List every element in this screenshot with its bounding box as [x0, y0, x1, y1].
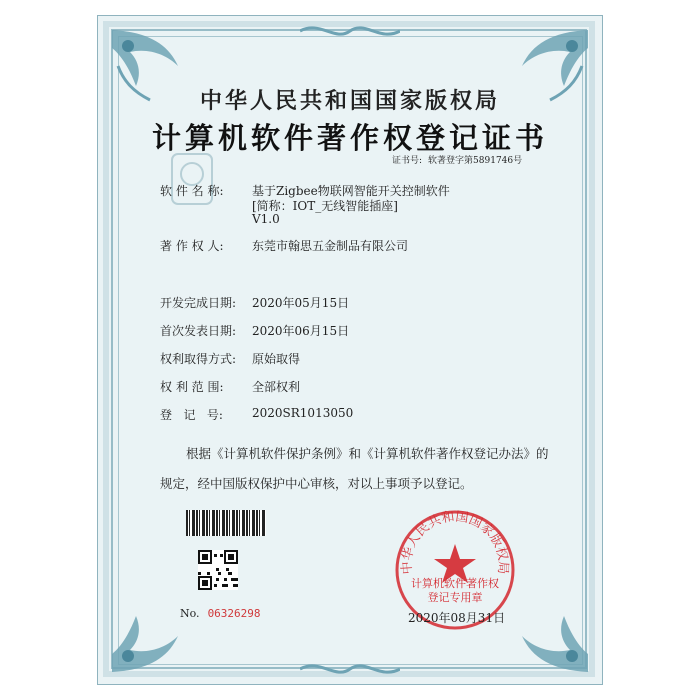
- field-value-reg-no: 2020SR1013050: [252, 406, 354, 420]
- watermark-emblem-icon: [168, 150, 216, 208]
- certificate-title: 计算机软件著作权登记证书: [151, 121, 548, 155]
- bottom-center-ornament: [300, 658, 400, 680]
- cert-no-label: 证书号:: [392, 156, 423, 166]
- qr-code-icon: [198, 550, 238, 590]
- top-center-ornament: [300, 20, 400, 42]
- field-value-short-name: [简称：IOT_无线智能插座]: [252, 199, 398, 213]
- field-value-dev-date: 2020年05月15日: [252, 296, 350, 310]
- field-label-owner: 著 作 权 人:: [160, 239, 224, 253]
- field-label-dev-date: 开发完成日期:: [160, 296, 237, 310]
- field-value-software-name: 基于Zigbee物联网智能开关控制软件: [252, 184, 450, 198]
- field-label-software-name: 软 件 名 称:: [160, 184, 224, 198]
- field-value-acquisition: 原始取得: [252, 352, 301, 366]
- barcode-icon: [186, 510, 266, 536]
- field-value-version: V1.0: [252, 212, 280, 226]
- corner-ornament-bottom-right: [510, 594, 592, 676]
- corner-ornament-bottom-left: [108, 594, 190, 676]
- field-label-publish-date: 首次发表日期:: [160, 324, 237, 338]
- issuer-title: 中华人民共和国国家版权局: [199, 88, 500, 114]
- cert-no-value: 软著登字第5891746号: [428, 156, 523, 166]
- field-label-acquisition: 权利取得方式:: [160, 352, 237, 366]
- seal-arc-text: 中华人民共和国国家版权局: [399, 509, 511, 575]
- body-text-line-1: 根据《计算机软件保护条例》和《计算机软件著作权登记办法》的: [186, 446, 549, 461]
- field-value-owner: 东莞市翰思五金制品有限公司: [252, 239, 409, 253]
- serial-value: 06326298: [207, 607, 261, 620]
- field-label-reg-no: 登 记 号:: [160, 408, 223, 422]
- serial-label: No.: [180, 607, 200, 620]
- serial-number: [180, 607, 261, 620]
- issue-date: 2020年08月31日: [408, 611, 506, 625]
- field-value-publish-date: 2020年06月15日: [252, 324, 350, 338]
- seal-line-2: 登记专用章: [427, 591, 483, 604]
- body-text-line-2: 规定，经中国版权保护中心审核，对以上事项予以登记。: [160, 476, 473, 491]
- field-label-scope: 权 利 范 围:: [160, 380, 224, 394]
- certificate-number: [392, 153, 522, 166]
- field-value-scope: 全部权利: [252, 380, 301, 394]
- seal-line-1: 计算机软件著作权: [411, 577, 499, 590]
